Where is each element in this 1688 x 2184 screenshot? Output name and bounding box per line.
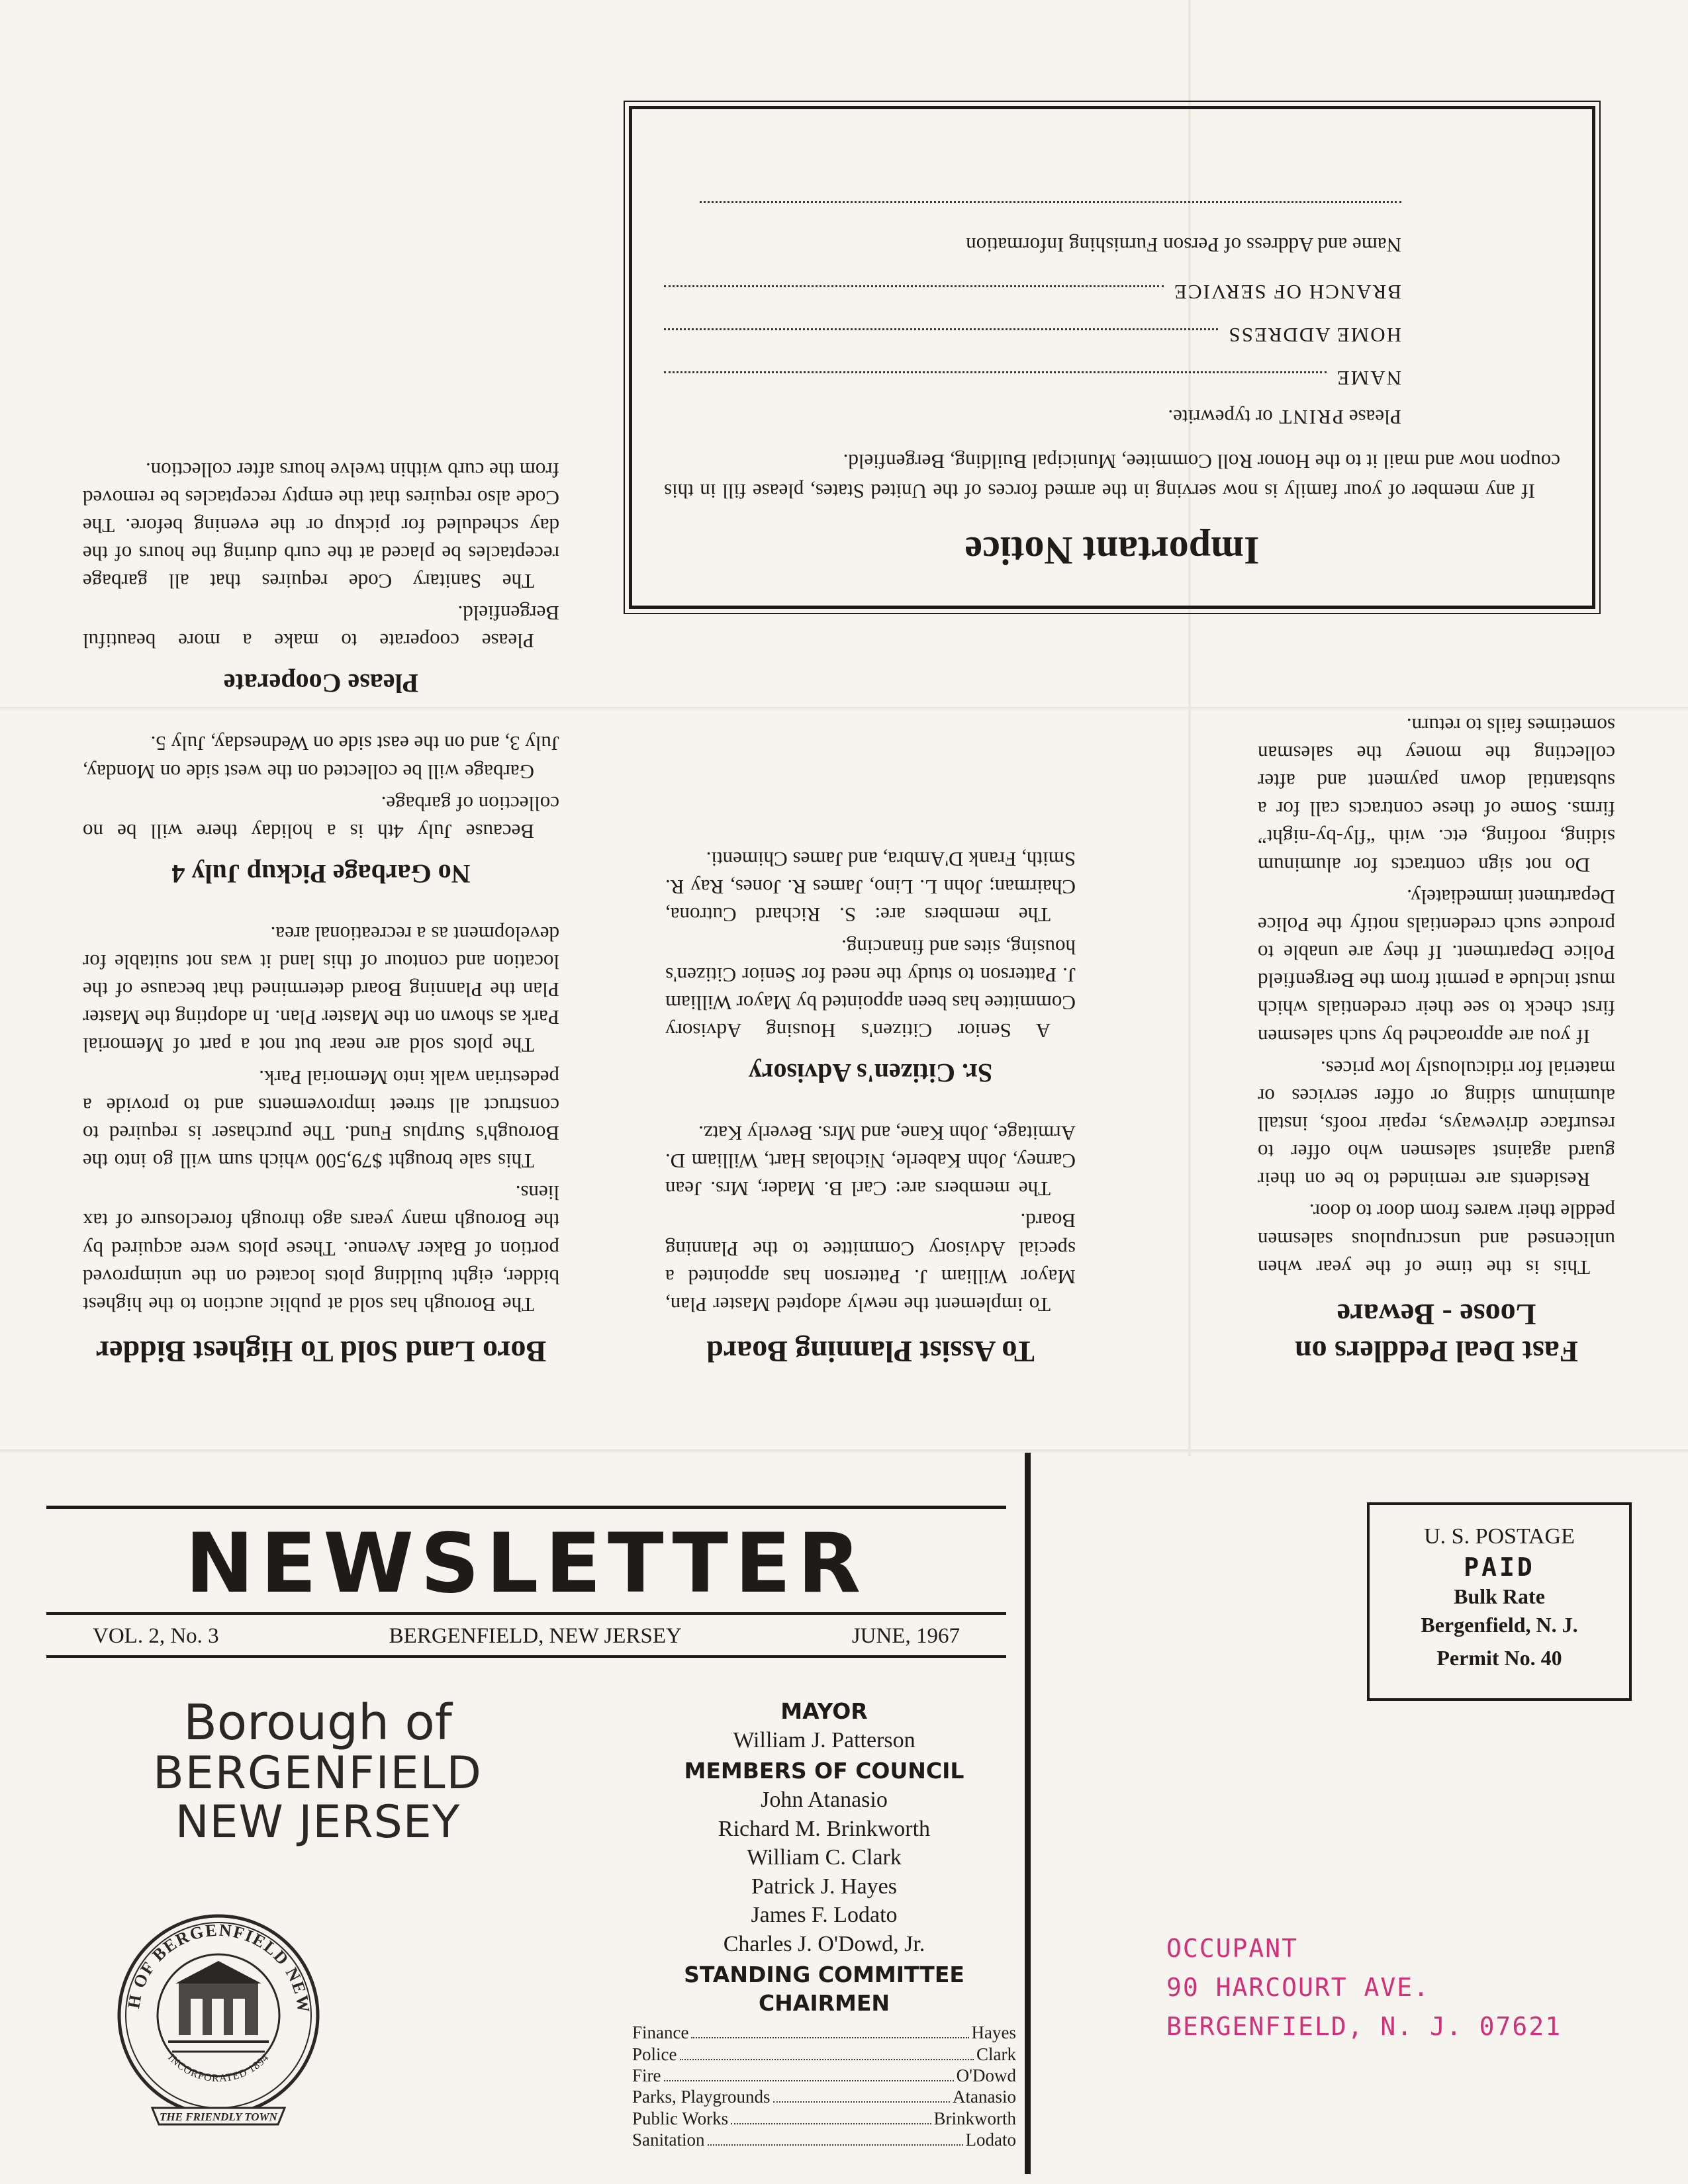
postage-bulk-rate: Bulk Rate <box>1454 1584 1545 1609</box>
cooperate-paragraph: The Sanitary Code requires that all garbage receptacles be placed at the curb during the hours of the day scheduled for pickup or the evening before. The Code also requires that the empty receptacles be removed from the curb within twelve hours after collection. <box>83 458 559 594</box>
home-address-field-label: HOME ADDRESS <box>1227 324 1401 347</box>
council-member: Richard M. Brinkworth <box>718 1816 931 1841</box>
postage-city: Bergenfield, N. J. <box>1421 1613 1578 1637</box>
seal-icon <box>113 1909 324 2134</box>
planning-paragraph: To implement the newly adopted Master Plan, Mayor William J. Patterson has appointed a special Advisory Committee to the Planning Board. <box>665 1209 1076 1316</box>
print-instruction <box>664 402 1401 432</box>
mayor-name: William J. Patterson <box>733 1727 915 1752</box>
volume-number: VOL. 2, No. 3 <box>93 1624 219 1649</box>
leader-dots <box>773 2091 951 2103</box>
informant-field-label: Name and Address of Person Furnishing Information <box>966 234 1401 257</box>
svg-text:INCORPORATED 1894 <box>165 2052 271 2084</box>
branch-of-service-field-label: BRANCH OF SERVICE <box>1172 281 1401 304</box>
print-instruction-prefix: Please <box>1344 406 1401 430</box>
branch-of-service-field[interactable] <box>664 277 1401 306</box>
council-heading: MEMBERS OF COUNCIL <box>684 1758 964 1784</box>
vertical-divider <box>1025 1453 1031 2174</box>
masthead-info-line <box>46 1615 1006 1655</box>
postage-paid: PAID <box>1464 1552 1535 1582</box>
committee-area: Parks, Playgrounds <box>632 2087 771 2107</box>
garbage-headline: No Garbage Pickup July 4 <box>171 858 471 889</box>
committee-area: Police <box>632 2044 677 2064</box>
council-member: James F. Lodato <box>751 1903 898 1928</box>
address-street: 90 HARCOURT AVE. <box>1166 1972 1430 2002</box>
committee-chair: Brinkworth <box>933 2108 1016 2128</box>
council-member: William C. Clark <box>747 1845 902 1870</box>
postage-permit: Permit No. 40 <box>1436 1645 1562 1670</box>
seal-ribbon-text: THE FRIENDLY TOWN <box>160 2111 277 2123</box>
boro-land-paragraph: This sale brought $79,500 which sum will go into the Borough's Surplus Fund. The purchaser is required to construct all street improvements and to provide a pedestrian walk into Memorial Park. <box>83 1066 559 1173</box>
committee-area: Finance <box>632 2023 689 2043</box>
committee-row <box>632 2065 1016 2086</box>
borough-officials <box>632 1698 1016 2151</box>
committee-row <box>632 2086 1016 2107</box>
council-member: Charles J. O'Dowd, Jr. <box>723 1931 925 1956</box>
borough-line-3: NEW JERSEY <box>175 1796 461 1849</box>
coupon-fields <box>664 201 1401 432</box>
issue-date: JUNE, 1967 <box>851 1624 960 1649</box>
committee-heading: STANDING COMMITTEE <box>684 1962 964 1988</box>
mayor-heading: MAYOR <box>780 1698 868 1724</box>
peddlers-paragraph: Do not sign contracts for aluminum siding, roofing, etc. with “fly-by-night” firms. Some of these contracts call for a substantial down payment and after collecting the money the salesman sometimes fails to return. <box>1258 713 1615 877</box>
committee-chair: Hayes <box>971 2023 1016 2043</box>
peddlers-paragraph: Residents are reminded to be on their guard against salesmen who offer to resurface driveways, repair roofs, install aluminum siding or offer services or material for ridiculously low prices. <box>1258 1056 1615 1192</box>
committee-area: Fire <box>632 2065 661 2085</box>
dateline-place: BERGENFIELD, NEW JERSEY <box>389 1624 682 1649</box>
council-member: John Atanasio <box>761 1788 888 1813</box>
borough-line-2: BERGENFIELD <box>153 1747 483 1799</box>
committee-row <box>632 2129 1016 2150</box>
senior-paragraph: A Senior Citizen's Housing Advisory Committee has been appointed by Mayor William J. Patterson to study the need for Senior Citizen's housing, sites and financing. <box>665 935 1076 1042</box>
committee-row <box>632 2044 1016 2065</box>
branch-of-service-field-line[interactable] <box>664 285 1164 302</box>
newsletter-masthead <box>46 1506 1006 1658</box>
committee-row <box>632 2108 1016 2129</box>
council-member: Patrick J. Hayes <box>751 1874 897 1899</box>
boro-land-headline: Boro Land Sold To Highest Bidder <box>95 1335 547 1369</box>
peddlers-headline: Fast Deal Peddlers on Loose - Beware <box>1295 1297 1579 1369</box>
postage-line-1: U. S. POSTAGE <box>1424 1524 1575 1549</box>
borough-seal-logo <box>113 1909 324 2134</box>
planning-paragraph: The members are: Carl B. Mader, Mrs. Jean Carney, John Kaberle, Nicholas Hart, William D. Armitage, John Kane, and Mrs. Beverly Katz. <box>665 1121 1076 1201</box>
senior-headline: Sr. Citizen's Advisory <box>748 1058 993 1088</box>
leader-dots <box>708 2134 963 2146</box>
masthead-top-rule <box>46 1506 1006 1509</box>
masthead-bottom-rule <box>46 1655 1006 1658</box>
print-instruction-emphasis: PRINT <box>1278 406 1344 430</box>
peddlers-paragraph: If you are approached by such salesmen first check to see their credentials which must include a permit from the Bergenfield Police Department. If they are unable to produce such credentials notify the Police Department immediately. <box>1258 885 1615 1048</box>
committee-chair: Clark <box>976 2044 1016 2064</box>
garbage-paragraph: Because July 4th is a holiday there will be no collection of garbage. <box>83 792 559 843</box>
seal-incorporated-text: INCORPORATED 1894 <box>165 2052 271 2085</box>
committee-chair: O'Dowd <box>956 2065 1016 2085</box>
fold-line-middle <box>0 1449 1688 1453</box>
committee-area: Sanitation <box>632 2130 705 2150</box>
peddlers-paragraph: This is the time of the year when unlicensed and unscrupulous salesmen peddle their wares from door to door. <box>1258 1200 1615 1279</box>
address-recipient: OCCUPANT <box>1166 1934 1299 1963</box>
seal-top-text: H OF BERGENFIELD NEW <box>124 1920 314 2015</box>
peddlers-article <box>1258 707 1615 1370</box>
garbage-paragraph: Garbage will be collected on the west side on Monday, July 3, and on the east side on Wednesday, July 5. <box>83 732 559 784</box>
borough-line-1: Borough of <box>183 1694 452 1751</box>
newsletter-title: NEWSLETTER <box>185 1516 868 1612</box>
address-city: BERGENFIELD, N. J. 07621 <box>1166 2011 1562 2041</box>
committee-row <box>632 2022 1016 2043</box>
boro-land-article <box>83 451 559 1370</box>
planning-article <box>665 841 1076 1370</box>
print-instruction-suffix: or typewrite. <box>1168 406 1278 430</box>
boro-land-paragraph: The plots sold are near but not a part of Memorial Park as shown on the Master Plan. In adopting the Master Plan the Planning Board determined that because of the location and contour of this land it was not suitable for development as a recreational area. <box>83 922 559 1058</box>
notice-body: If any member of your family is now serving in the armed forces of the United States, please fill in this coupon now and mail it to the Honor Roll Commitee, Municipal Building, Bergenfield. <box>664 450 1560 503</box>
cooperate-paragraph: Please cooperate to make a more beautiful Bergenfield. <box>83 602 559 653</box>
borough-name-block <box>103 1694 533 1849</box>
mailing-address-label <box>1166 1929 1562 2046</box>
committee-list <box>632 2022 1016 2150</box>
committee-chair: Lodato <box>965 2130 1016 2150</box>
name-field-label: NAME <box>1335 367 1401 390</box>
leader-dots <box>691 2026 968 2038</box>
name-field-line[interactable] <box>664 371 1327 388</box>
postage-indicia-box <box>1367 1502 1632 1701</box>
important-notice-coupon <box>629 106 1595 609</box>
boro-land-paragraph: The Borough has sold at public auction to the highest bidder, eight building plots located on the unimproved portion of Baker Avenue. These plots were acquired by the Borough many years ago through foreclosure of tax liens. <box>83 1181 559 1316</box>
committee-chair: Atanasio <box>953 2087 1016 2107</box>
home-address-field[interactable] <box>664 320 1401 349</box>
planning-headline: To Assist Planning Board <box>706 1335 1035 1369</box>
leader-dots <box>680 2048 974 2060</box>
name-field[interactable] <box>664 363 1401 392</box>
cooperate-headline: Please Cooperate <box>223 668 419 699</box>
informant-field-line[interactable] <box>700 201 1401 230</box>
home-address-field-line[interactable] <box>664 328 1218 345</box>
committee-heading-2: CHAIRMEN <box>758 1990 890 2017</box>
senior-paragraph: The members are: S. Richard Cutrona, Chairman; John L. Lino, James R. Jones, Ray R. Smith, Frank D'Ambra, and James Chimenti. <box>665 848 1076 927</box>
informant-field[interactable] <box>664 201 1401 259</box>
leader-dots <box>731 2113 931 2124</box>
leader-dots <box>664 2070 954 2081</box>
committee-area: Public Works <box>632 2108 729 2128</box>
notice-headline: Important Notice <box>964 529 1260 572</box>
